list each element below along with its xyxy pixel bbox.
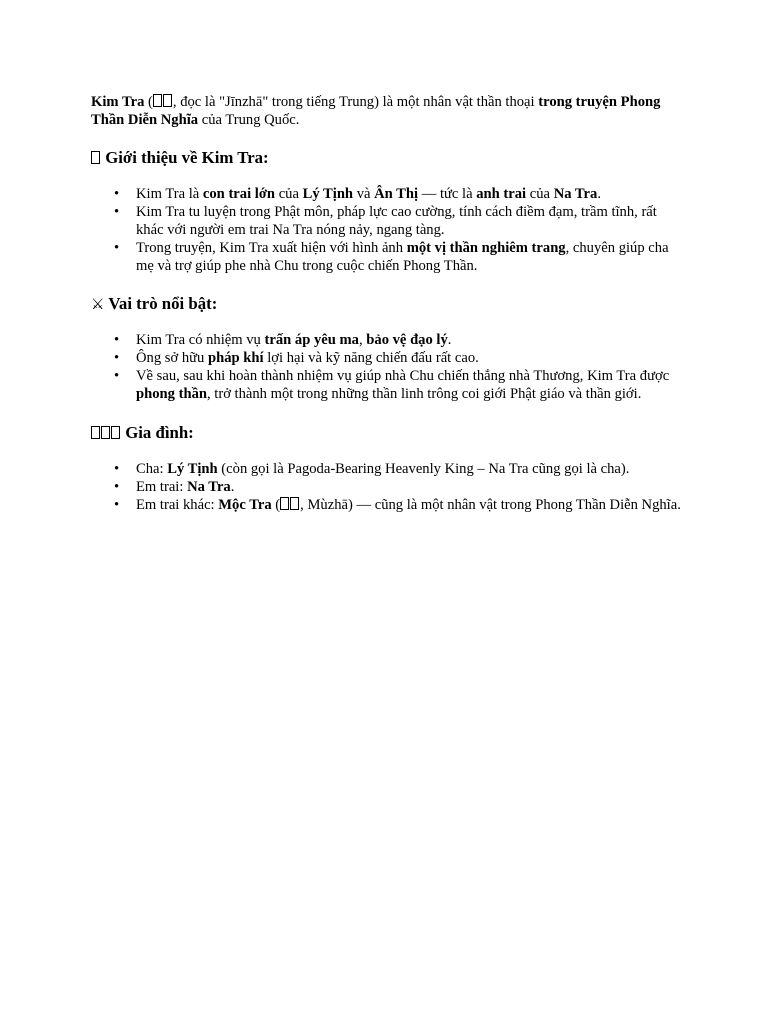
list-item: • Ông sở hữu pháp khí lợi hại và kỹ năng chiến đấu rất cao. bbox=[114, 350, 479, 366]
list-item: • Kim Tra có nhiệm vụ trấn áp yêu ma, bảo vệ đạo lý. bbox=[114, 332, 452, 348]
bullet: • bbox=[114, 186, 120, 202]
introduction-list bbox=[91, 185, 681, 275]
bullet: • bbox=[114, 204, 120, 220]
family-list bbox=[91, 460, 681, 514]
list-item: • Cha: Lý Tịnh (còn gọi là Pagoda-Bearing Heavenly King – Na Tra cũng gọi là cha). bbox=[114, 461, 630, 477]
intro-paragraph bbox=[91, 93, 681, 129]
missing-glyph-icon bbox=[290, 497, 299, 510]
crossed-swords-icon: ⚔ bbox=[91, 295, 105, 313]
intro-tail: của Trung Quốc. bbox=[198, 112, 300, 128]
section-title: Gia đình: bbox=[125, 423, 194, 442]
bullet: • bbox=[114, 368, 120, 384]
roles-list bbox=[91, 331, 681, 403]
section-heading-roles bbox=[91, 294, 681, 314]
bullet: • bbox=[114, 240, 120, 256]
missing-glyph-icon bbox=[153, 94, 162, 107]
bullet: • bbox=[114, 479, 120, 495]
bullet: • bbox=[114, 332, 120, 348]
list-item: • Kim Tra tu luyện trong Phật môn, pháp lực cao cường, tính cách điềm đạm, trầm tĩnh, rất khác với người em trai Na Tra nóng nảy, ngang tàng. bbox=[114, 204, 657, 238]
scroll-icon bbox=[91, 151, 100, 164]
section-heading-introduction bbox=[91, 148, 681, 168]
section-title: Giới thiệu về Kim Tra: bbox=[105, 148, 269, 167]
list-item: • Em trai khác: Mộc Tra ( , Mùzhā) — cũng là một nhân vật trong Phong Thần Diễn Nghĩa. bbox=[114, 497, 681, 513]
family-icon bbox=[91, 426, 100, 439]
family-icon bbox=[111, 426, 120, 439]
intro-source: trong truyện Phong Thần Diễn Nghĩa bbox=[91, 94, 661, 128]
list-item: • Kim Tra là con trai lớn của Lý Tịnh và Ân Thị — tức là anh trai của Na Tra. bbox=[114, 186, 601, 202]
bullet: • bbox=[114, 497, 120, 513]
list-item: • Về sau, sau khi hoàn thành nhiệm vụ giúp nhà Chu chiến thắng nhà Thương, Kim Tra được phong thần, trở thành một trong những thần linh trông coi giới Phật giáo và thần giới. bbox=[114, 368, 670, 402]
list-item: • Em trai: Na Tra. bbox=[114, 479, 235, 495]
section-heading-family bbox=[91, 423, 681, 443]
bullet: • bbox=[114, 350, 120, 366]
intro-paren-open: ( bbox=[144, 94, 153, 110]
missing-glyph-icon bbox=[280, 497, 289, 510]
family-icon bbox=[101, 426, 110, 439]
intro-name: Kim Tra bbox=[91, 94, 145, 110]
intro-paren-rest: , đọc là "Jīnzhā" trong tiếng Trung) là một nhân vật thần thoại bbox=[172, 94, 539, 110]
missing-glyph-icon bbox=[163, 94, 172, 107]
section-title: Vai trò nổi bật: bbox=[108, 294, 218, 313]
document-page bbox=[91, 93, 681, 514]
bullet: • bbox=[114, 461, 120, 477]
list-item: • Trong truyện, Kim Tra xuất hiện với hình ảnh một vị thần nghiêm trang, chuyên giúp cha mẹ và trợ giúp phe nhà Chu trong cuộc chiến Phong Thần. bbox=[114, 240, 669, 274]
